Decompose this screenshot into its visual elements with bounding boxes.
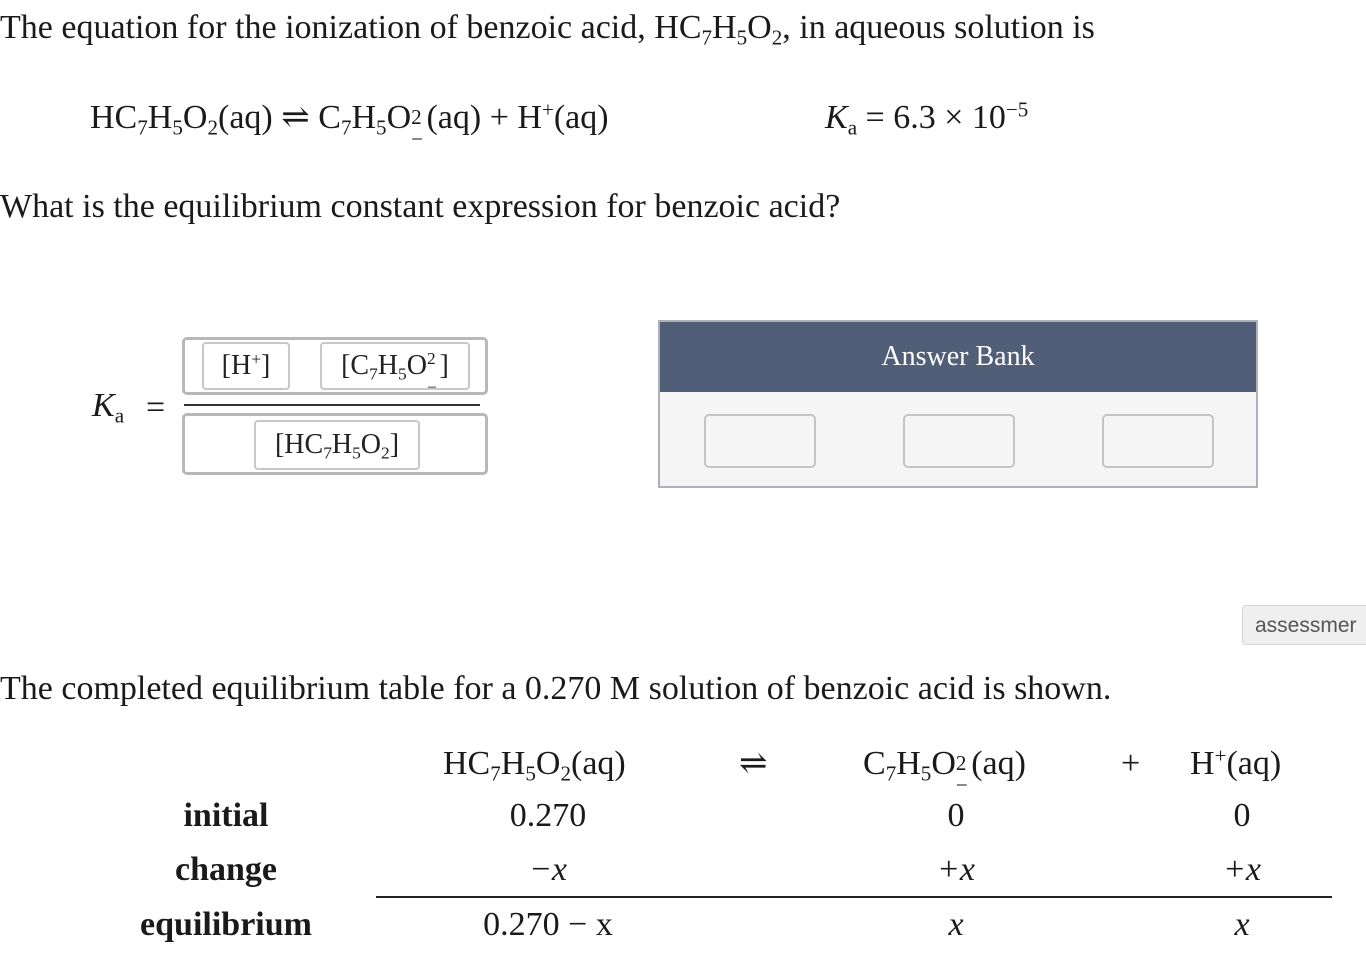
cell-reactant-initial: 0.270 [509,797,587,834]
table-divider [376,896,1332,898]
row-label-change: change [175,851,277,888]
answer-bank-slot[interactable] [704,414,816,468]
cell-hydrogen-equilibrium: x [1234,906,1250,943]
row-label-initial: initial [183,797,269,834]
answer-bank-slot[interactable] [1102,414,1214,468]
table-intro-text: The completed equilibrium table for a 0.270 M solution of benzoic acid is shown. [0,670,1112,707]
reaction-reactant: $HC_7H_5O_2(aq)$ [90,99,273,140]
ka-value: $K_a = 6.3 \times 10^{-5}$ [825,97,1029,140]
intro-acid-formula: $HC_7H_5O_2$ [654,9,783,50]
reaction-equation: $HC_7H_5O_2(aq)$ ⇌ $C_7H_5O$ − 2 (aq) + H+(aq) [90,97,609,151]
expression-equals: = [146,389,166,426]
tile-benzoic-acid[interactable]: $[HC_7H_5O_2]$ [254,420,420,470]
question-text: What is the equilibrium constant expression for benzoic acid? [0,188,841,225]
expression-ka-label: $K_a$ [92,387,125,428]
reaction-product-hydrogen: H+(aq) [517,97,609,136]
tile-benzoate-ion[interactable]: [$C_7H_5O$ − 2 ] [320,342,470,390]
row-label-equilibrium: equilibrium [140,906,312,943]
answer-bank [658,320,1258,488]
cell-reactant-equilibrium: 0.270 − x [483,906,613,943]
cell-benzoate-change: +x [936,851,976,888]
cell-benzoate-initial: 0 [947,797,965,834]
table-header-plus: + [1121,745,1141,782]
cell-hydrogen-change: +x [1222,851,1262,888]
tile-hydrogen-ion[interactable]: [H+] [202,342,290,390]
table-equilibrium-arrow-icon: ⇌ [739,745,768,782]
equilibrium-arrow-icon: ⇌ [281,99,310,136]
cell-hydrogen-initial: 0 [1233,797,1251,834]
table-header-hydrogen: H+(aq) [1190,743,1282,782]
answer-bank-slot[interactable] [903,414,1015,468]
table-header-benzoate: $C_7H_5O$ − 2 (aq) [863,745,1026,797]
answer-bank-title: Answer Bank [660,322,1256,392]
reaction-product-benzoate: $C_7H_5O$ − 2 (aq) [318,99,482,151]
assessment-tab[interactable]: assessmer [1242,605,1366,645]
table-header-reactant: $HC_7H_5O_2(aq)$ [443,745,626,786]
cell-reactant-change: −x [528,851,568,888]
cell-benzoate-equilibrium: x [948,906,964,943]
intro-text: The equation for the ionization of benzoic acid, $HC_7H_5O_2$, in aqueous solution is [0,9,1095,50]
